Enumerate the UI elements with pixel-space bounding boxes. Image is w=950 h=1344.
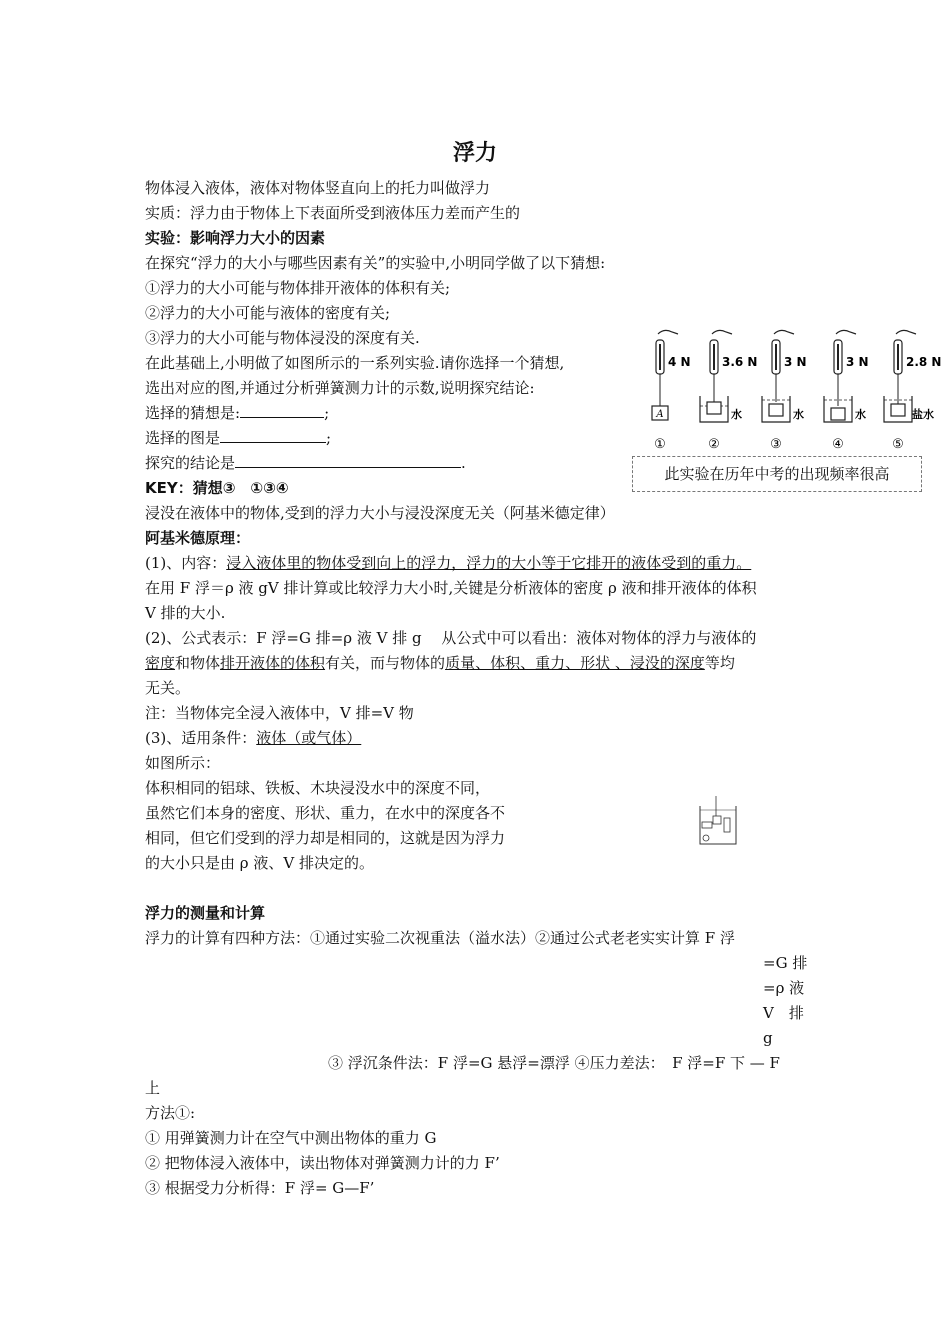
hand-icon [774, 330, 794, 334]
key-conclusion: 浸没在液体中的物体,受到的浮力大小与浸没深度无关（阿基米德定律） [145, 504, 615, 522]
methods-wrap-3: V 排 [763, 1004, 804, 1022]
experiment-question: 在探究“浮力的大小与哪些因素有关”的实验中,小明同学做了以下猜想: [145, 254, 606, 272]
archimedes-content [145, 553, 751, 573]
example-line-3: 相同，但它们受到的浮力却是相同的，这就是因为浮力 [145, 829, 506, 847]
full-immersion-note: 注：当物体完全浸入液体中，V 排=V 物 [145, 704, 414, 722]
spring-scale-experiment-figure [636, 326, 942, 458]
setup-number-1: ① [654, 437, 666, 452]
guess-3: ③浮力的大小可能与物体浸没的深度有关. [145, 329, 420, 347]
fill-guess-end: ; [324, 404, 330, 422]
method1-step-2: ② 把物体浸入液体中，读出物体对弹簧测力计的力 F’ [145, 1154, 500, 1172]
frequency-note-box: 此实验在历年中考的出现频率很高 [632, 456, 922, 492]
fill-conclusion [145, 453, 466, 473]
task-line-2: 选出对应的图,并通过分析弹簧测力计的示数,说明探究结论: [145, 379, 535, 397]
formula-line-1: (2)、公式表示：F 浮=G 排=ρ 液 V 排 g 从公式中可以看出：液体对物体的浮力与液体的 [145, 629, 757, 647]
formula-line-3: 无关。 [145, 679, 191, 697]
ball-icon [703, 835, 709, 841]
task-line-1: 在此基础上,小明做了如图所示的一系列实验.请你选择一个猜想, [145, 354, 565, 372]
hand-icon [896, 330, 916, 334]
immersed-objects-figure [696, 796, 740, 848]
guess-2: ②浮力的大小可能与液体的密度有关; [145, 304, 391, 322]
guess-1: ①浮力的大小可能与物体排开液体的体积有关; [145, 279, 451, 297]
experiment-heading: 实验：影响浮力大小的因素 [145, 229, 326, 247]
essence-text: 实质：浮力由于物体上下表面所受到液体压力差而产生的 [145, 204, 521, 222]
setup-number-3: ③ [770, 437, 782, 452]
f2-volume: 排开液体的体积 [220, 654, 326, 672]
fill-figure-label: 选择的图是 [145, 429, 221, 447]
methods-line-3: 上 [145, 1079, 161, 1097]
hand-icon [712, 330, 732, 334]
liquid-label-4: 水 [855, 408, 866, 421]
methods-line: 浮力的计算有四种方法：①通过实验二次视重法（溢水法）②通过公式老老实实计算 F 浮 [145, 929, 735, 947]
reading-1: 4 N [668, 355, 691, 369]
calc-line-2: V 排的大小. [145, 604, 226, 622]
fill-conclusion-end: . [461, 454, 466, 472]
f2-end: 等均 [704, 654, 735, 672]
answer-key: KEY：猜想③ ①③④ [145, 479, 289, 497]
methods-line-2: ③ 浮沉条件法：F 浮=G 悬浮=漂浮 ④压力差法： F 浮=F 下 — F [328, 1054, 780, 1072]
hand-icon [658, 330, 678, 334]
fill-conclusion-blank[interactable] [235, 453, 461, 468]
object-a-icon [769, 404, 783, 416]
page-title: 浮力 [452, 141, 497, 166]
definition-text: 物体浸入液体，液体对物体竖直向上的托力叫做浮力 [145, 179, 491, 197]
example-line-1: 体积相同的铝球、铁板、木块浸没水中的深度不同， [145, 779, 491, 797]
setup-1 [652, 330, 691, 452]
method1-step-3: ③ 根据受力分析得：F 浮= G—F’ [145, 1179, 375, 1197]
as-shown: 如图所示： [145, 754, 221, 772]
condition-line [145, 728, 361, 748]
liquid-label-3: 水 [793, 408, 804, 421]
object-a-icon [707, 402, 721, 414]
condition-prefix: (3)、适用条件： [145, 729, 257, 747]
example-line-4: 的大小只是由 ρ 液、V 排决定的。 [145, 854, 374, 872]
liquid-label-5: 盐水 [912, 408, 934, 421]
measurement-heading: 浮力的测量和计算 [145, 904, 266, 922]
condition-underlined: 液体（或气体） [256, 729, 362, 747]
archimedes-heading: 阿基米德原理： [145, 529, 251, 547]
method1-heading: 方法①: [145, 1104, 196, 1122]
object-a-label: A [656, 409, 664, 420]
example-line-2: 虽然它们本身的密度、形状、重力，在水中的深度各不 [145, 804, 506, 822]
f2-mid: 有关，而与物体的 [325, 654, 446, 672]
fill-guess-blank[interactable] [240, 403, 324, 418]
content-underlined: 浸入液体里的物体受到向上的浮力，浮力的大小等于它排开的液体受到的重力。 [226, 554, 752, 572]
fill-figure-blank[interactable] [220, 428, 326, 443]
fill-figure [145, 428, 331, 448]
setup-number-5: ⑤ [892, 437, 904, 452]
f2-others: 质量、体积、重力、形状 、浸没的深度 [445, 654, 705, 672]
plate-icon [702, 822, 712, 828]
setup-5 [884, 330, 941, 452]
setup-3 [762, 330, 807, 452]
object-a-icon [831, 408, 845, 420]
setup-number-2: ② [708, 437, 720, 452]
calc-line-1: 在用 F 浮＝ρ 液 gV 排计算或比较浮力大小时,关键是分析液体的密度 ρ 液和排开液体的体积 [145, 579, 757, 597]
method1-step-1: ① 用弹簧测力计在空气中测出物体的重力 G [145, 1129, 437, 1147]
methods-wrap-4: g [763, 1029, 773, 1047]
hand-icon [836, 330, 856, 334]
reading-2: 3.6 N [722, 355, 758, 369]
methods-wrap-2: =ρ 液 [763, 979, 805, 997]
f2-density: 密度 [145, 654, 176, 672]
reading-5: 2.8 N [906, 355, 942, 369]
fill-figure-end: ; [326, 429, 332, 447]
reading-4: 3 N [846, 355, 869, 369]
fill-conclusion-label: 探究的结论是 [145, 454, 236, 472]
block-icon [713, 816, 721, 824]
object-a-icon [891, 404, 905, 416]
liquid-label-2: 水 [731, 408, 742, 421]
fill-guess [145, 403, 329, 423]
setup-2 [700, 330, 757, 452]
f2-and: 和物体 [175, 654, 221, 672]
methods-wrap-1: =G 排 [763, 954, 808, 972]
container-icon [700, 806, 736, 844]
formula-line-2 [145, 653, 735, 673]
setup-4 [824, 330, 869, 452]
wood-block-icon [724, 818, 730, 832]
fill-guess-label: 选择的猜想是: [145, 404, 241, 422]
content-prefix: (1)、内容： [145, 554, 227, 572]
reading-3: 3 N [784, 355, 807, 369]
setup-number-4: ④ [832, 437, 844, 452]
